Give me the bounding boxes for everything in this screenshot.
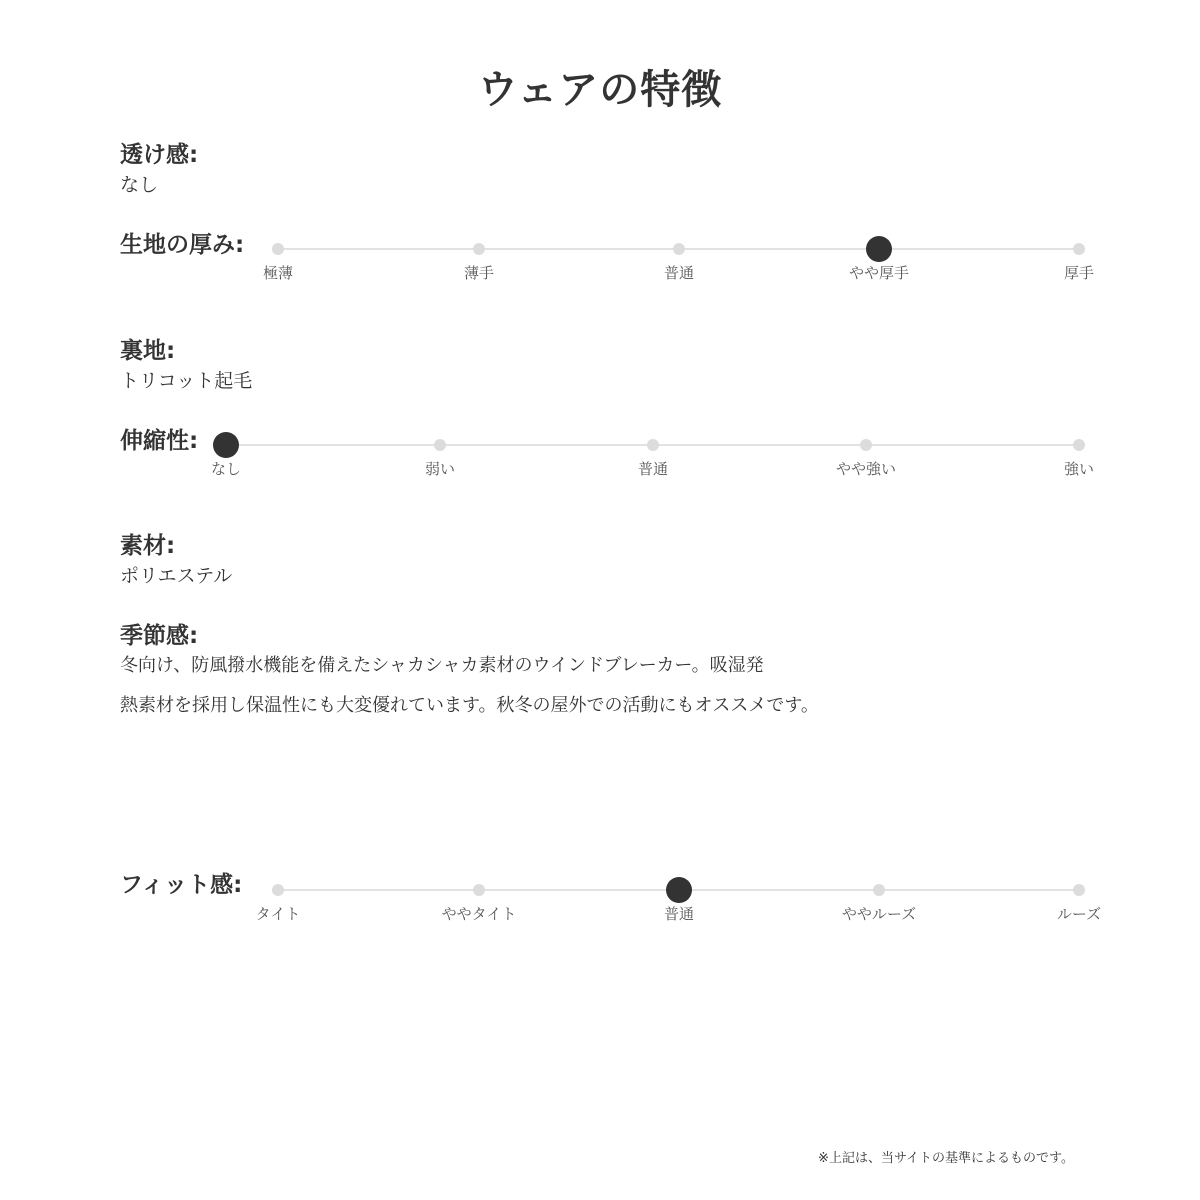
thickness-scale-option-label: 厚手: [1063, 264, 1094, 282]
stretch-scale-option-label: 普通: [637, 460, 668, 478]
fit-scale-option-label: 普通: [663, 905, 694, 923]
stretch-scale-dot-selected: [213, 432, 239, 458]
thickness-scale-dot: [473, 243, 485, 255]
fit-scale-option-label: タイト: [255, 905, 301, 923]
season-description-line: 冬向け、防風撥水機能を備えたシャカシャカ素材のウインドブレーカー。吸湿発: [120, 655, 764, 676]
fit-scale: [0, 890, 1200, 950]
stretch-scale-option-label: なし: [210, 460, 241, 478]
thickness-scale-dot: [673, 243, 685, 255]
lining-value: トリコット起毛: [120, 370, 253, 392]
season-description-line: 熱素材を採用し保温性にも大変優れています。秋冬の屋外での活動にもオススメです。: [120, 695, 819, 716]
fit-scale-dot-selected: [666, 877, 692, 903]
transparency-value: なし: [120, 174, 159, 196]
thickness-scale-dot: [272, 243, 284, 255]
thickness-scale-option-label: 薄手: [463, 264, 494, 282]
stretch-scale: [0, 445, 1200, 505]
page-title: ウェアの特徴: [477, 67, 723, 113]
transparency-label: 透け感:: [120, 142, 199, 168]
thickness-scale-dot: [1073, 243, 1085, 255]
thickness-scale: [0, 249, 1200, 309]
fit-scale-option-label: ややタイト: [441, 905, 517, 923]
fit-scale-option-label: ややルーズ: [841, 905, 917, 923]
fit-scale-dot: [1073, 884, 1085, 896]
stretch-scale-dot: [860, 439, 872, 451]
thickness-label: 生地の厚み:: [120, 232, 245, 258]
stretch-label: 伸縮性:: [120, 428, 199, 454]
stretch-scale-option-label: 強い: [1063, 460, 1094, 478]
thickness-scale-dot-selected: [866, 236, 892, 262]
lining-label: 裏地:: [120, 338, 176, 364]
fit-label: フィット感:: [120, 872, 243, 898]
fit-scale-dot: [473, 884, 485, 896]
thickness-scale-option-label: 普通: [663, 264, 694, 282]
thickness-scale-option-label: 極薄: [262, 264, 293, 282]
fit-scale-dot: [272, 884, 284, 896]
material-label: 素材:: [120, 533, 176, 559]
material-value: ポリエステル: [120, 565, 233, 587]
thickness-scale-option-label: やや厚手: [848, 264, 909, 282]
stretch-scale-dot: [434, 439, 446, 451]
season-label: 季節感:: [120, 623, 199, 649]
stretch-scale-option-label: 弱い: [424, 460, 455, 478]
stretch-scale-dot: [1073, 439, 1085, 451]
fit-scale-dot: [873, 884, 885, 896]
stretch-scale-dot: [647, 439, 659, 451]
fit-scale-option-label: ルーズ: [1056, 905, 1102, 923]
stretch-scale-option-label: やや強い: [835, 460, 896, 478]
footnote: ※上記は、当サイトの基準によるものです。: [818, 1151, 1074, 1166]
